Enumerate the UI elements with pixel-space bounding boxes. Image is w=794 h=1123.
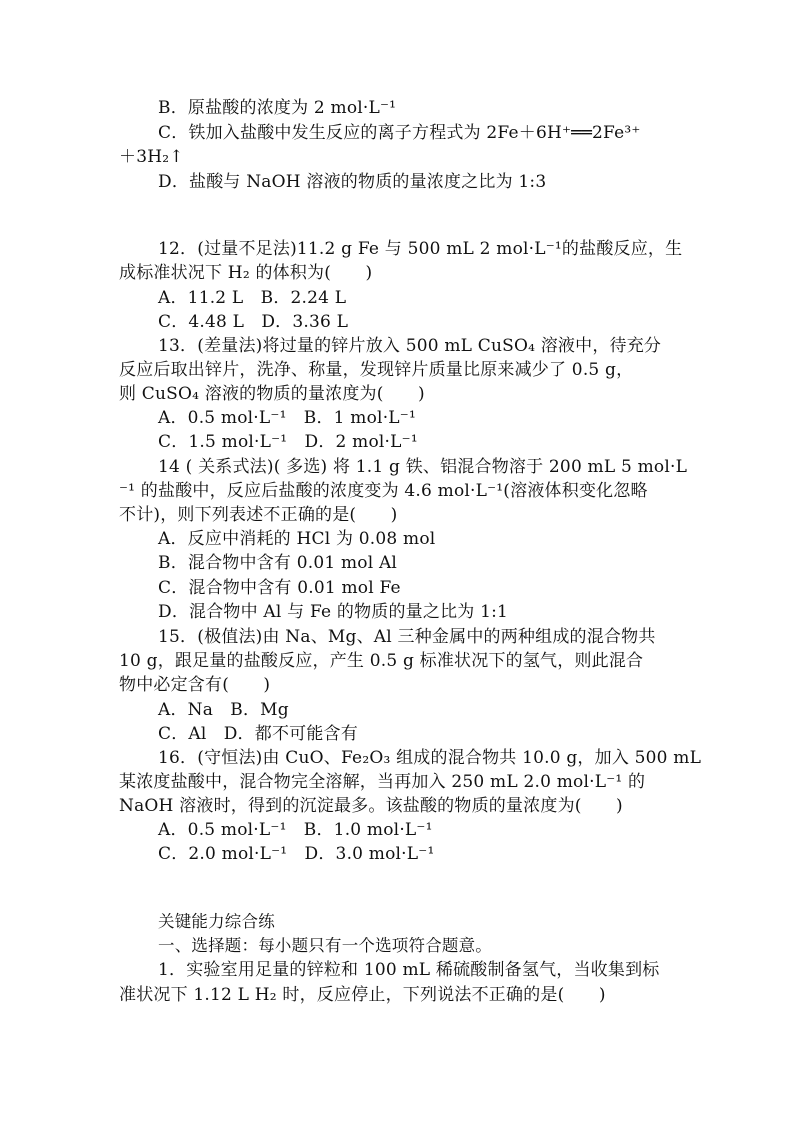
prev-option-c-line1: C．铁加入盐酸中发生反应的离子方程式为 2Fe＋6H⁺══2Fe³⁺	[158, 123, 641, 143]
q15-options-cd: C．Al D．都不可能含有	[158, 724, 358, 744]
q14-option-c: C．混合物中含有 0.01 mol Fe	[158, 578, 401, 598]
q16-options-cd: C．2.0 mol·L⁻¹ D．3.0 mol·L⁻¹	[158, 844, 435, 864]
q16-stem-line2: 某浓度盐酸中，混合物完全溶解，当再加入 250 mL 2.0 mol·L⁻¹ 的	[119, 772, 646, 792]
q13-stem-line1: 13．(差量法)将过量的锌片放入 500 mL CuSO₄ 溶液中，待充分	[158, 336, 662, 356]
q13-stem-line3: 则 CuSO₄ 溶液的物质的量浓度为( )	[119, 384, 425, 404]
q16-options-ab: A．0.5 mol·L⁻¹ B．1.0 mol·L⁻¹	[158, 820, 433, 840]
q13-stem-line2: 反应后取出锌片，洗净、称量，发现锌片质量比原来减少了 0.5 g，	[119, 360, 634, 380]
q14-stem-line1: 14 ( 关系式法)( 多选) 将 1.1 g 铁、铝混合物溶于 200 mL 5 mol·L	[158, 457, 688, 477]
q15-stem-line1: 15．(极值法)由 Na、Mg、Al 三种金属中的两种组成的混合物共	[158, 627, 656, 647]
q12-stem-line2: 成标准状况下 H₂ 的体积为( )	[119, 263, 373, 283]
q14-option-d: D．混合物中 Al 与 Fe 的物质的量之比为 1:1	[158, 602, 509, 622]
section-subtitle: 一、选择题：每小题只有一个选项符合题意。	[158, 936, 492, 955]
q14-stem-line3: 不计)，则下列表述不正确的是( )	[119, 505, 398, 525]
q12-stem-line1: 12．(过量不足法)11.2 g Fe 与 500 mL 2 mol·L⁻¹的盐酸反应，生	[158, 239, 683, 259]
q16-stem-line1: 16．(守恒法)由 CuO、Fe₂O₃ 组成的混合物共 10.0 g，加入 500 mL	[158, 748, 702, 768]
prev-option-b: B．原盐酸的浓度为 2 mol·L⁻¹	[158, 98, 397, 118]
q1-stem-line2: 准状况下 1.12 L H₂ 时，反应停止，下列说法不正确的是( )	[119, 985, 606, 1005]
q13-options-cd: C．1.5 mol·L⁻¹ D．2 mol·L⁻¹	[158, 432, 418, 452]
q14-option-b: B．混合物中含有 0.01 mol Al	[158, 553, 398, 573]
q1-stem-line1: 1．实验室用足量的锌粒和 100 mL 稀硫酸制备氢气，当收集到标	[158, 960, 660, 980]
q15-stem-line3: 物中必定含有( )	[119, 675, 271, 695]
q13-options-ab: A．0.5 mol·L⁻¹ B．1 mol·L⁻¹	[158, 408, 416, 428]
q16-stem-line3: NaOH 溶液时，得到的沉淀最多。该盐酸的物质的量浓度为( )	[119, 796, 623, 816]
q15-options-ab: A．Na B．Mg	[158, 700, 289, 720]
prev-option-c-line2: ＋3H₂↑	[119, 147, 184, 167]
q14-stem-line2: ⁻¹ 的盐酸中，反应后盐酸的浓度变为 4.6 mol·L⁻¹(溶液体积变化忽略	[119, 481, 648, 501]
q15-stem-line2: 10 g，跟足量的盐酸反应，产生 0.5 g 标准状况下的氢气，则此混合	[119, 651, 644, 671]
q12-options-cd: C．4.48 L D．3.36 L	[158, 312, 349, 332]
prev-option-d: D．盐酸与 NaOH 溶液的物质的量浓度之比为 1:3	[158, 172, 547, 192]
q12-options-ab: A．11.2 L B．2.24 L	[158, 288, 347, 308]
section-title: 关键能力综合练	[158, 912, 275, 931]
q14-option-a: A．反应中消耗的 HCl 为 0.08 mol	[158, 529, 436, 549]
